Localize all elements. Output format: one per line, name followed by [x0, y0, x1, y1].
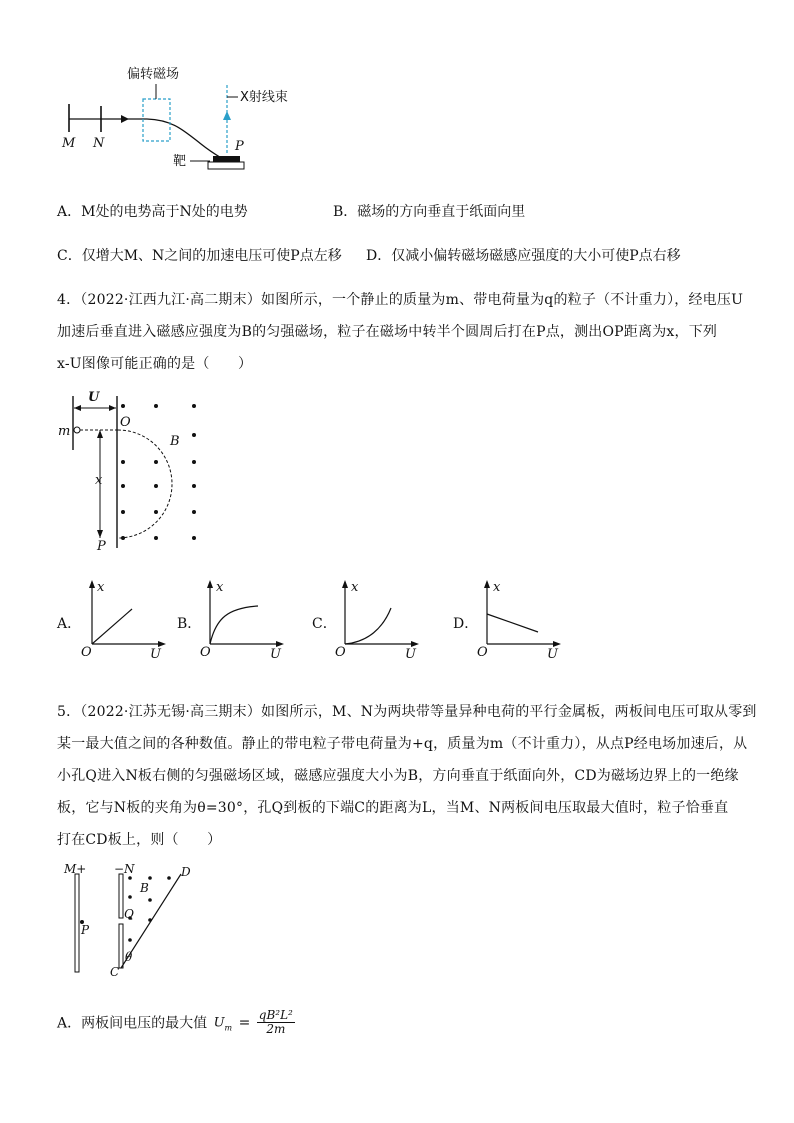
q4-graph-A-xlabel: U [150, 647, 161, 662]
field-dot [192, 433, 196, 437]
field-dot [154, 404, 158, 408]
q3-option-A[interactable]: A．M处的电势高于N处的电势 [57, 204, 248, 220]
q4-graph-C-ylabel: x [351, 580, 359, 595]
q5-option-A[interactable] [57, 1009, 295, 1039]
field-label: 偏转磁场 [127, 67, 180, 82]
graph-curve [92, 609, 132, 644]
field-dot [154, 536, 158, 540]
particle-m [74, 427, 80, 433]
q4-graph-D-origin: O [477, 645, 488, 660]
q4-graph-B-origin: O [200, 645, 211, 660]
field-dot [154, 510, 158, 514]
graph-curve [345, 608, 391, 644]
particle-path-curve [147, 119, 223, 159]
q5-stem-line4: 板，它与N板的夹角为θ=30°，孔Q到板的下端C的距离为L，当M、N两板间电压取最大值时，粒子恰垂直 [57, 800, 729, 816]
q3-option-D[interactable]: D．仅减小偏转磁场磁感应强度的大小可使P点右移 [366, 248, 681, 264]
graph-curve [487, 614, 538, 632]
y-axis-arrow-icon [207, 580, 213, 588]
q5-label-P: P [81, 923, 90, 937]
q4-label-P: P [97, 539, 106, 554]
y-axis-arrow-icon [342, 580, 348, 588]
xray-label: X射线束 [240, 90, 288, 105]
q4-option-D-letter[interactable]: D． [453, 616, 479, 632]
field-dot [128, 895, 132, 899]
target-plate [213, 156, 240, 162]
q4-option-A-letter[interactable]: A． [57, 616, 82, 632]
field-dot [192, 510, 196, 514]
q5-stem-line3: 小孔Q进入N板右侧的匀强磁场区域，磁感应强度大小为B，方向垂直于纸面向外，CD为磁场边界上的一绝缘 [57, 768, 739, 784]
q5-label-theta: θ [125, 950, 133, 964]
q5-label-B: B [140, 881, 149, 895]
field-dot [128, 938, 132, 942]
q4-stem-line1: 4．（2022·江西九江·高二期末）如图所示，一个静止的质量为m、带电荷量为q的粒子（不计重力），经电压U [57, 292, 744, 308]
y-axis-arrow-icon [89, 580, 95, 588]
x-arrow-up-icon [97, 430, 103, 438]
q4-label-U: U [88, 390, 100, 405]
field-dot [154, 484, 158, 488]
q4-option-C-letter[interactable]: C． [312, 616, 337, 632]
field-dot [121, 484, 125, 488]
q4-stem-line3: x-U图像可能正确的是（ ） [57, 356, 253, 372]
q5-stem-line1: 5．（2022·江苏无锡·高三期末）如图所示，M、N为两块带等量异种电荷的平行金属板，两板间电压可取从零到 [57, 704, 757, 720]
field-dot [192, 404, 196, 408]
q4-graph-A[interactable] [80, 578, 170, 658]
arrow-right-icon [121, 115, 129, 123]
q4-graph-C[interactable] [333, 578, 423, 658]
formula-numerator: qB²L² [258, 1008, 293, 1022]
q5-label-C: C [110, 965, 120, 979]
q5-option-A-text: A．两板间电压的最大值 [57, 1015, 208, 1032]
plate-N-lower [119, 924, 123, 968]
q4-label-x: x [95, 473, 103, 488]
field-dot [167, 876, 171, 880]
q4-graph-C-origin: O [335, 645, 346, 660]
q4-graph-D-xlabel: U [547, 647, 558, 662]
graph-curve [210, 606, 258, 644]
q5-stem-line2: 某一最大值之间的各种数值。静止的带电粒子带电荷量为+q，质量为m（不计重力），从点P经电场加速后，从 [57, 736, 748, 752]
field-dot [192, 484, 196, 488]
field-dot [121, 536, 125, 540]
q5-option-A-formula [214, 1009, 295, 1038]
label-N: N [93, 136, 105, 151]
q5-label-N: −N [114, 862, 135, 876]
target-label: 靶 [173, 154, 187, 169]
q5-label-Q: Q [124, 907, 134, 921]
formula-lhs: U [213, 1015, 225, 1031]
label-P: P [235, 139, 244, 154]
q5-label-D: D [181, 865, 191, 879]
q4-graph-B-xlabel: U [270, 647, 281, 662]
xray-arrow-icon [223, 111, 231, 120]
q3-option-B[interactable]: B．磁场的方向垂直于纸面向里 [333, 204, 526, 220]
q4-label-O: O [120, 415, 131, 430]
q5-label-M: M+ [64, 862, 87, 876]
field-dot [121, 404, 125, 408]
field-dot [192, 460, 196, 464]
field-dot [121, 510, 125, 514]
q4-option-B-letter[interactable]: B． [177, 616, 202, 632]
x-arrow-down-icon [97, 530, 103, 538]
q4-label-m: m [58, 424, 71, 439]
q4-graph-D[interactable] [475, 578, 565, 658]
label-M: M [62, 136, 76, 151]
q4-graph-B[interactable] [198, 578, 288, 658]
plate-N-upper [119, 874, 123, 918]
semicircle-path [118, 430, 172, 538]
q4-graph-A-origin: O [81, 645, 92, 660]
u-arrow-left-icon [74, 405, 81, 411]
y-axis-arrow-icon [484, 580, 490, 588]
q4-graph-A-ylabel: x [97, 580, 105, 595]
q4-label-B: B [170, 434, 180, 449]
field-dot [154, 460, 158, 464]
field-dot [148, 898, 152, 902]
q4-graph-B-ylabel: x [216, 580, 224, 595]
field-dots [121, 404, 196, 540]
q5-stem-line5: 打在CD板上，则（ ） [57, 832, 222, 848]
q4-graph-D-ylabel: x [493, 580, 501, 595]
q4-graph-C-xlabel: U [405, 647, 416, 662]
q4-stem-line2: 加速后垂直进入磁感应强度为B的匀强磁场，粒子在磁场中转半个圆周后打在P点，测出OP距离为x，下列 [57, 324, 718, 340]
q4-magnetic-field-figure [55, 388, 215, 558]
field-dot [192, 536, 196, 540]
q5-field-dots [128, 876, 171, 942]
formula-sub: m [224, 1023, 233, 1033]
formula-denominator: 2m [266, 1022, 286, 1036]
formula-eq: = [238, 1014, 251, 1031]
field-dot [148, 918, 152, 922]
q3-option-C[interactable]: C．仅增大M、N之间的加速电压可使P点左移 [57, 248, 342, 264]
plate-M [75, 874, 79, 972]
target-base [208, 162, 244, 169]
formula-fraction [257, 1009, 295, 1036]
u-arrow-right-icon [109, 405, 116, 411]
field-dot [121, 460, 125, 464]
